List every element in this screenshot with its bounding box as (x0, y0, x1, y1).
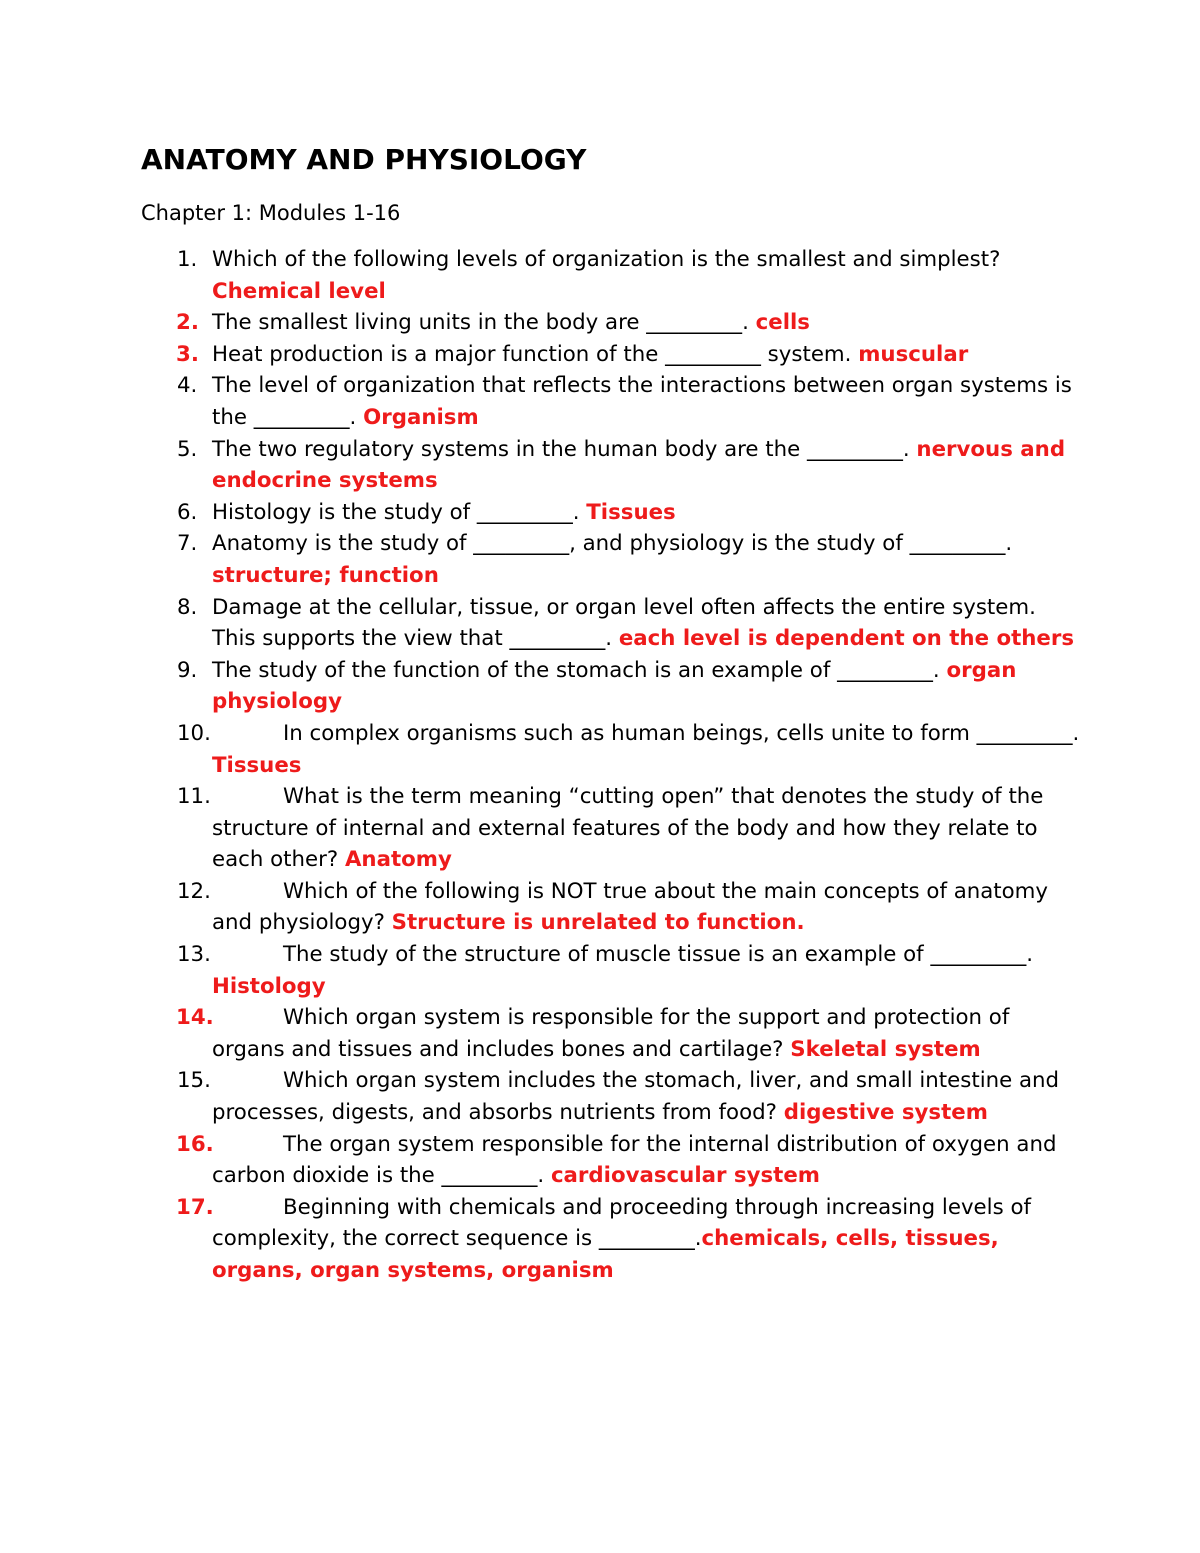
question-number: 9. (177, 657, 198, 683)
question-item (0, 244, 1200, 307)
question-text: What is the term meaning “cutting open” that denotes the study of the structure of internal and external features of the body and how they relate to each other? (212, 784, 1044, 873)
question-answer: Chemical level (212, 278, 386, 304)
question-answer: muscular (858, 341, 969, 367)
question-text: Which of the following levels of organization is the smallest and simplest? (212, 247, 1001, 272)
question-answer: each level is dependent on the others (618, 626, 1075, 652)
question-text: The organ system responsible for the internal distribution of oxygen and carbon dioxide is the _________. (212, 1131, 1057, 1189)
question-answer: Tissues (586, 499, 676, 525)
question-text: The study of the function of the stomach is an example of _________. (212, 657, 947, 683)
question-number: 4. (177, 373, 198, 399)
question-list (0, 244, 1200, 1287)
document-subtitle: Chapter 1: Modules 1-16 (141, 201, 401, 225)
question-answer: nervous and endocrine systems (212, 436, 1066, 494)
question-item (0, 307, 1200, 339)
question-number: 6. (177, 499, 198, 525)
question-number: 15. (177, 1068, 211, 1094)
question-number: 7. (177, 531, 198, 557)
question-text: Which of the following is NOT true about the main concepts of anatomy and physiology? (212, 878, 1049, 936)
question-answer: structure; function (212, 562, 439, 588)
question-text: Which organ system includes the stomach, liver, and small intestine and processes, digests, and absorbs nutrients from food? (212, 1068, 1060, 1126)
question-text: The two regulatory systems in the human body are the _________. (212, 436, 917, 462)
question-answer: chemicals, cells, tissues, organs, organ systems, organism (212, 1226, 999, 1283)
question-item (0, 497, 1200, 529)
question-number: 14. (176, 1005, 214, 1031)
question-text: Beginning with chemicals and proceeding through increasing levels of complexity, the correct sequence is _________. (212, 1194, 1031, 1252)
question-item (0, 655, 1200, 718)
question-answer: Structure is unrelated to function. (391, 910, 805, 936)
question-text: Anatomy is the study of _________, and physiology is the study of _________. (212, 531, 1013, 557)
question-text: The level of organization that reflects the interactions between organ systems is the _________. (212, 373, 1072, 430)
question-item (0, 1192, 1200, 1287)
question-number: 8. (177, 594, 198, 620)
question-answer: cardiovascular system (550, 1163, 820, 1189)
question-answer: Histology (212, 973, 326, 999)
question-item (0, 718, 1200, 781)
question-item (0, 1065, 1200, 1128)
question-text: In complex organisms such as human beings, cells unite to form _________. (283, 720, 1080, 746)
question-answer: organ physiology (212, 657, 1017, 715)
question-answer: cells (755, 310, 810, 336)
question-number: 1. (177, 247, 198, 272)
question-number: 16. (176, 1131, 214, 1157)
question-text: Damage at the cellular, tissue, or organ level often affects the entire system. This supports the view that _________. (212, 594, 1036, 652)
question-answer: Anatomy (344, 847, 452, 873)
question-number: 11. (177, 784, 211, 810)
question-item (0, 781, 1200, 876)
question-answer: Tissues (212, 752, 302, 778)
question-answer: Organism (363, 404, 479, 430)
question-text: Which organ system is responsible for the support and protection of organs and tissues and includes bones and cartilage? (212, 1005, 1010, 1062)
question-item (0, 1002, 1200, 1065)
question-text: Heat production is a major function of the _________ system. (212, 341, 859, 367)
question-item (0, 1129, 1200, 1192)
document-title: ANATOMY AND PHYSIOLOGY (141, 143, 587, 176)
question-text: The smallest living units in the body are _________. (212, 310, 756, 336)
question-number: 13. (177, 942, 211, 968)
question-number: 17. (176, 1194, 214, 1220)
question-item (0, 528, 1200, 591)
question-number: 3. (176, 341, 199, 367)
question-answer: Skeletal system (790, 1036, 981, 1062)
question-number: 2. (176, 310, 199, 336)
question-number: 10. (177, 720, 211, 746)
question-answer: digestive system (783, 1100, 988, 1126)
question-text: The study of the structure of muscle tissue is an example of _________. (283, 942, 1034, 968)
question-item (0, 434, 1200, 497)
question-number: 5. (177, 436, 198, 462)
question-item (0, 370, 1200, 433)
question-item (0, 876, 1200, 939)
question-item (0, 339, 1200, 371)
question-number: 12. (177, 878, 211, 904)
question-item (0, 592, 1200, 655)
question-text: Histology is the study of _________. (212, 499, 587, 525)
question-item (0, 939, 1200, 1002)
